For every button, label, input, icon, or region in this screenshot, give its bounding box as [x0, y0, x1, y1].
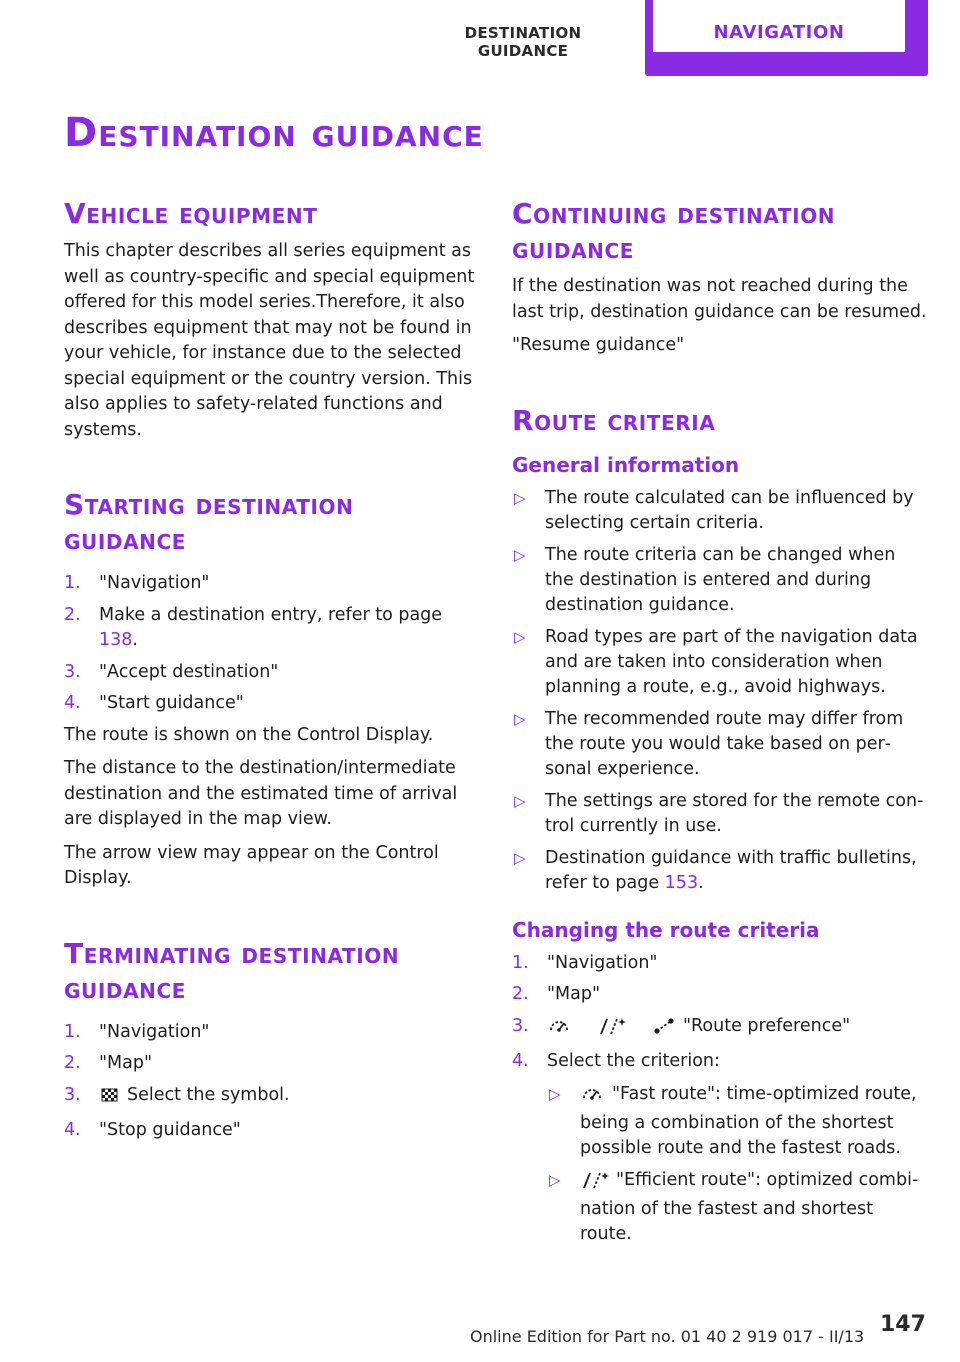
- list-item: 3. Select the symbol.: [64, 1083, 476, 1113]
- continuing-text: If the destination was not reached during the last trip, destination guidance can be resumed.: [512, 276, 927, 322]
- fast-route-icon: [547, 1017, 573, 1044]
- continuing-guidance-heading: Continuing destination guidance: [512, 197, 836, 265]
- vehicle-equipment-heading: Vehicle equipment: [64, 197, 318, 230]
- list-item: 4. "Start guidance": [64, 693, 244, 713]
- terminating-guidance-heading: Terminating destination guidance: [64, 936, 400, 1005]
- general-information-heading: General information: [512, 452, 740, 477]
- general-bullets: [512, 486, 928, 896]
- efficient-route-icon: [580, 1171, 610, 1197]
- flag-icon: [99, 1086, 121, 1113]
- chapter-tab-label: NAVIGATION: [713, 22, 845, 43]
- list-item: ▷ "Efficient route": optimized combination of the fastest and shortest route.: [549, 1169, 919, 1244]
- list-item: 3. "Accept destination": [64, 661, 279, 682]
- page-number: 147: [880, 1312, 926, 1337]
- terminating-steps: [64, 1020, 476, 1144]
- list-item: 1. "Navigation": [64, 1021, 210, 1042]
- chapter-tab: [645, 0, 928, 76]
- distance-text: The distance to the destination/intermediate destination and the estimated time of arrival are displayed in the map view.: [64, 758, 458, 829]
- starting-steps: [64, 571, 476, 717]
- route-criteria-heading: Route criteria: [512, 403, 716, 437]
- footer-edition: Online Edition for Part no. 01 40 2 919 017 - II/13: [470, 1327, 865, 1346]
- list-item: 4. Select the criterion: ▷ "Fast route": time-optimized route, being a combination of the shortest possible route and the fastest roads. ▷ "Efficient route": optimized combination of the fastest and shortest route.: [512, 1049, 928, 1247]
- short-route-icon: [651, 1017, 677, 1044]
- list-item: ▷ The route calculated can be influenced by selecting certain criteria.: [514, 487, 914, 533]
- vehicle-equipment-text: This chapter describes all series equipment as well as country-specific and special equipment offered for this model series.Therefore, it also describes equipment that may not be found in your vehicle, for instance due to the selected special equipment or the country version. This also applies to safety-related functions and systems.: [64, 241, 475, 440]
- left-column: [64, 196, 476, 1150]
- list-item: ▷ Destination guidance with traffic bulletins, refer to page 153.: [514, 847, 917, 893]
- running-header-section: DESTINATION GUIDANCE: [464, 24, 582, 60]
- starting-guidance-heading: Starting destination guidance: [64, 488, 354, 556]
- list-item: 3. "Route preference": [512, 1014, 928, 1044]
- list-item: ▷ The settings are stored for the remote control currently in use.: [514, 790, 924, 836]
- list-item: ▷ Road types are part of the navigation data and are taken into consideration when planning a route, e.g., avoid highways.: [514, 626, 918, 697]
- list-item: ▷ The recommended route may differ from the route you would take based on personal experience.: [514, 708, 904, 779]
- criterion-options: [547, 1082, 928, 1247]
- resume-guidance-menu: "Resume guidance": [512, 335, 685, 355]
- arrow-view-text: The arrow view may appear on the Control Display.: [64, 842, 439, 888]
- list-item: 1. "Navigation": [64, 573, 210, 593]
- page-title: Destination guidance: [64, 110, 484, 156]
- right-column: [512, 196, 928, 1254]
- route-shown-text: The route is shown on the Control Display.: [64, 724, 434, 745]
- list-item: 2. "Map": [512, 984, 601, 1004]
- list-item: 4. "Stop guidance": [64, 1120, 241, 1140]
- list-item: 2. "Map": [64, 1053, 153, 1073]
- list-item: ▷ The route criteria can be changed when the destination is entered and during destination guidance.: [514, 544, 896, 615]
- efficient-route-icon: [597, 1017, 627, 1044]
- changing-steps: [512, 951, 928, 1247]
- page-link-138[interactable]: 138: [99, 630, 133, 650]
- fast-route-icon: [580, 1085, 606, 1111]
- page-link-153[interactable]: 153: [664, 872, 699, 893]
- list-item: ▷ "Fast route": time-optimized route, being a combination of the shortest possible route and the fastest roads.: [549, 1083, 917, 1158]
- list-item: 2. Make a destination entry, refer to page 138.: [64, 604, 443, 650]
- list-item: 1. "Navigation": [512, 952, 658, 973]
- changing-route-criteria-heading: Changing the route criteria: [512, 917, 820, 942]
